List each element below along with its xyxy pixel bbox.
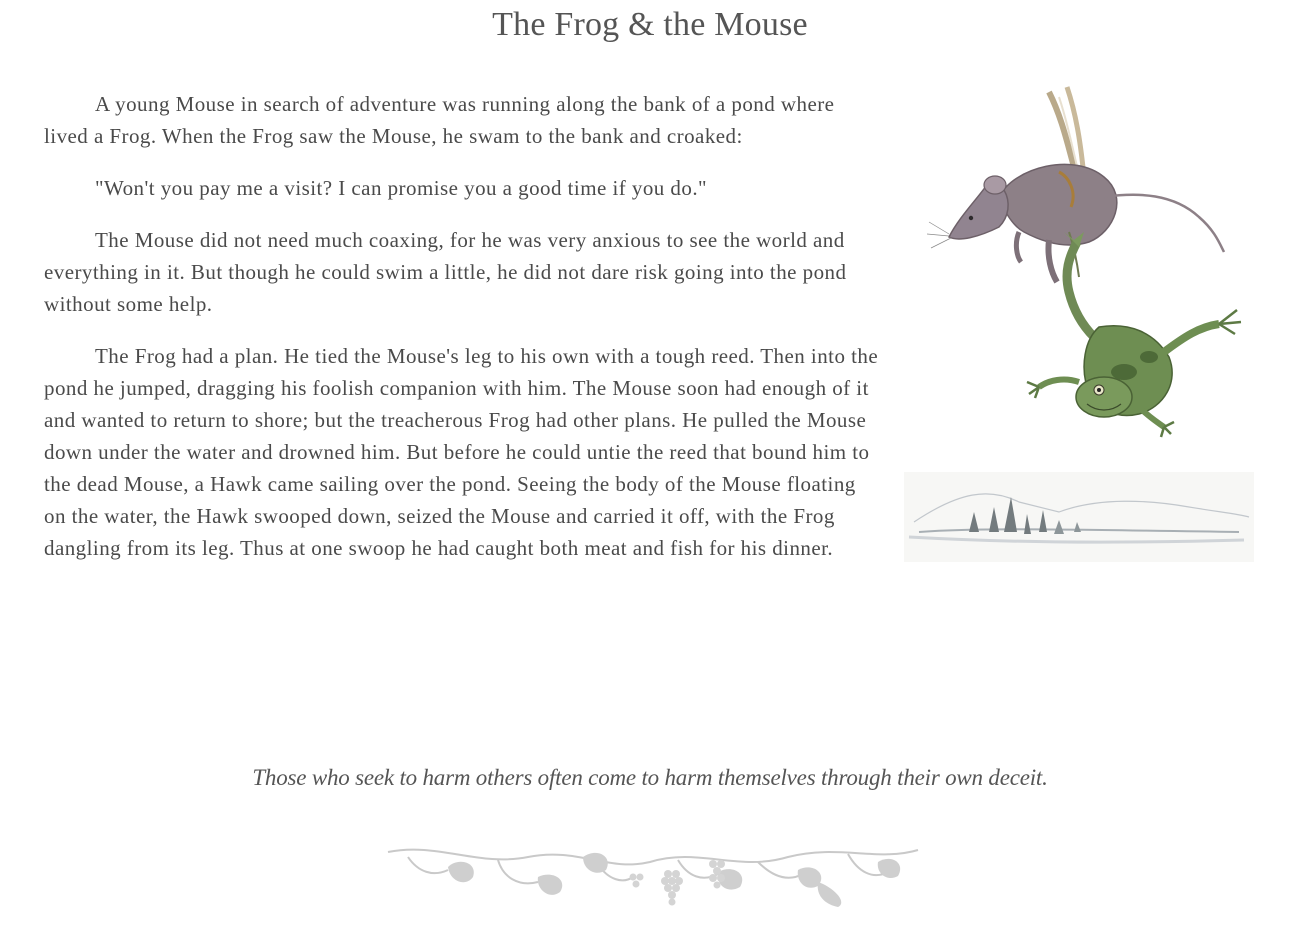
pond-landscape-sketch — [904, 472, 1254, 562]
mouse-and-frog-illustration — [899, 82, 1259, 572]
moral-text: Those who seek to harm others often come to harm themselves through their own deceit. — [252, 765, 1048, 790]
story-paragraph-4: The Frog had a plan. He tied the Mouse's leg to his own with a tough reed. Then into the pond he jumped, dragging his foolish companion with him. The Mouse soon had enough of it and wanted to return to shore; but the treacherous Frog had other plans. He pulled the Mouse down under the water and drowned him. But before he could untie the reed that bound him to the dead Mouse, a Hawk came sailing over the pond. Seeing the body of the Mouse floating on the water, the Hawk swooped down, seized the Mouse and carried it off, with the Frog dangling from its leg. Thus at one swoop he had caught both meat and fish for his dinner. — [44, 344, 879, 560]
story-paragraph-1: A young Mouse in search of adventure was running along the bank of a pond where lived a Frog. When the Frog saw the Mouse, he swam to the bank and croaked: — [44, 92, 835, 148]
story-body — [44, 88, 1249, 584]
illustration-column — [899, 82, 1259, 572]
story-paragraph-3: The Mouse did not need much coaxing, for he was very anxious to see the world and everything in it. But though he could swim a little, he did not dare risk going into the pond without some help. — [44, 228, 847, 316]
page-title: The Frog & the Mouse — [492, 6, 808, 43]
grape-vine-ornament — [378, 832, 923, 912]
story-paragraph-2: "Won't you pay me a visit? I can promise you a good time if you do." — [95, 176, 708, 200]
